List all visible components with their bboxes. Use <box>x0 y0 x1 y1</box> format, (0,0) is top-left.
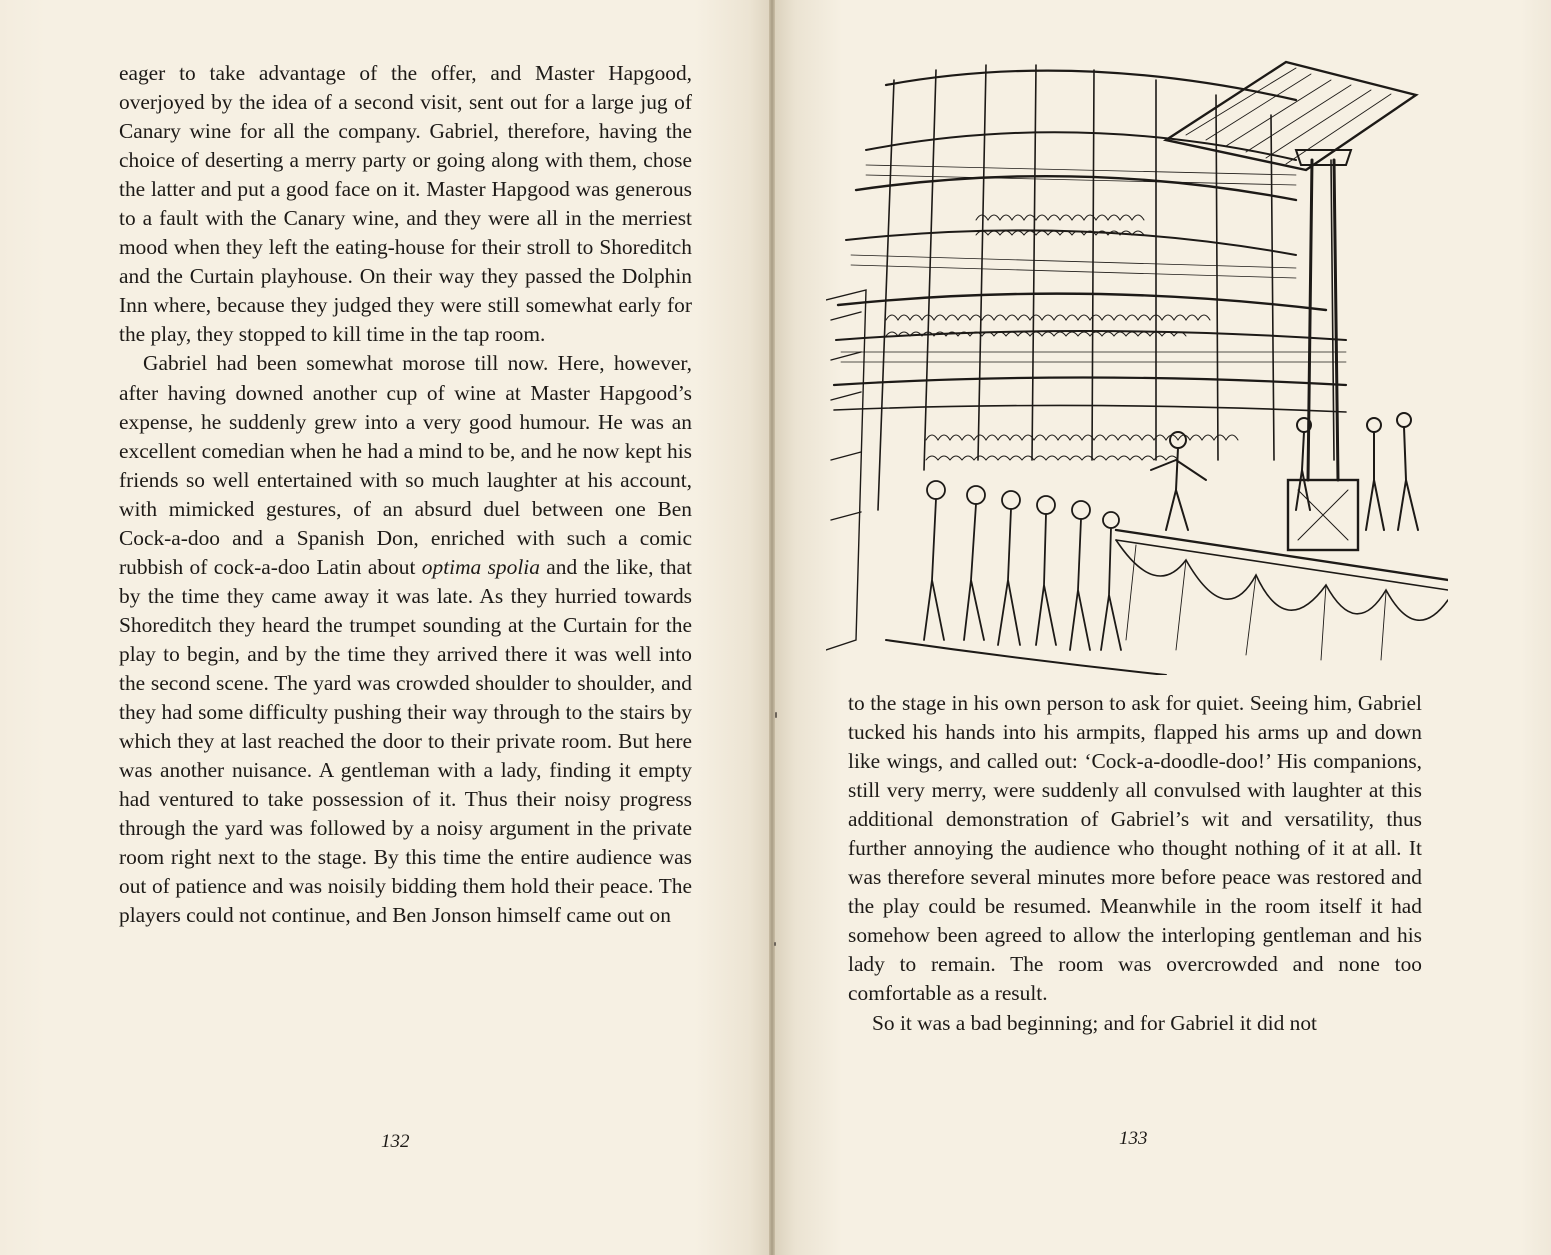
book-gutter <box>769 0 775 1255</box>
left-paragraph-1: eager to take advantage of the offer, and Master Hapgood, overjoyed by the idea of a second visit, sent out for a large jug of Canary wine for all the company. Gabriel, therefore, having the choice of deserting a merry party or going along with them, chose the latter and put a good face on it. Master Hapgood was generous to a fault with the Canary wine, and they were all in the merriest mood when they left the eating-house for their stroll to Shoreditch and the Curtain playhouse. On their way they passed the Dolphin Inn where, because they judged they were still somewhat early for the play, they stopped to kill time in the tap room. <box>119 61 692 347</box>
page-number-left: 132 <box>381 1131 410 1152</box>
latin-phrase: optima spolia <box>421 554 540 579</box>
playhouse-illustration <box>826 40 1448 675</box>
left-paragraph-2 <box>119 349 692 930</box>
page-number-right: 133 <box>1119 1128 1148 1149</box>
right-paragraph-2: So it was a bad beginning; and for Gabriel it did not <box>872 1010 1317 1035</box>
right-page-text <box>848 689 1422 1038</box>
paper-speck <box>775 712 777 718</box>
playhouse-drawing <box>826 40 1448 675</box>
left-paragraph-2-end: and the like, that by the time they came away it was late. As they hurried towards Shoreditch they heard the trumpet sounding at the Curtain for the play to begin, and by the time they arrived there it was well into the second scene. The yard was crowded shoulder to shoulder, and they had some difficulty pushing their way through to the stairs by which they at last reached the door to their private room. But here was another nuisance. A gentleman with a lady, finding it empty had ventured to take possession of it. Thus their noisy progress through the yard was followed by a noisy argument in the private room right next to the stage. By this time the entire audience was out of patience and was noisily bidding them hold their peace. The players could not continue, and Ben Jonson himself came out on <box>119 554 692 928</box>
right-paragraph-1: to the stage in his own person to ask for quiet. Seeing him, Gabriel tucked his hands into his armpits, flapped his arms up and down like wings, and called out: ‘Cock-a-doodle-doo!’ His companions, still very merry, were suddenly all convulsed with laughter at this additional demonstration of Gabriel’s wit and versatility, thus further annoying the audience who thought nothing of it at all. It was therefore several minutes more before peace was restored and the play could be resumed. Meanwhile in the room itself it had somehow been agreed to allow the interloping gentleman and his lady to remain. The room was overcrowded and none too comfortable as a result. <box>848 691 1422 1006</box>
left-paragraph-2-start: Gabriel had been somewhat morose till now. Here, however, after having downed another cup of wine at Master Hapgood’s expense, he suddenly grew into a very good humour. He was an excellent comedian when he had a mind to be, and he now kept his friends so well entertained with so much laughter at his account, with mimicked gestures, of an absurd duel between one Ben Cock-a-doo and a Spanish Don, enriched with such a comic rubbish of cock-a-doo Latin about <box>119 351 692 579</box>
paper-speck <box>774 942 776 946</box>
left-page-text <box>119 59 692 930</box>
